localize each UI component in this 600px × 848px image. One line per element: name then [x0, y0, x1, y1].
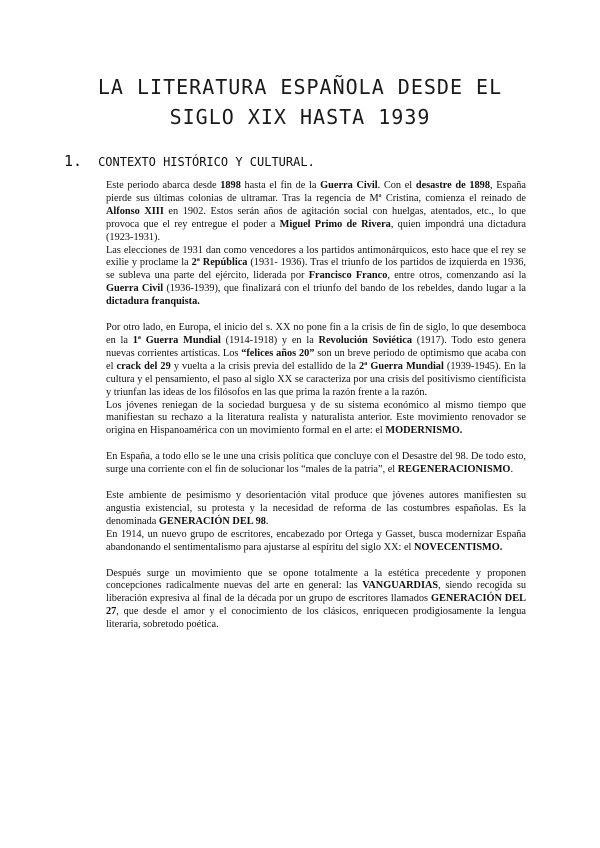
- text-run: Por otro lado, en Europa, el inicio del s. XX no pone fin a la crisis de fin de siglo, lo que desemboca en la: [106, 322, 526, 346]
- text-run: (1914-1918) y en la: [220, 334, 319, 346]
- paragraph: [106, 451, 526, 477]
- section-number: 1.: [64, 152, 83, 170]
- document-title: [40, 72, 560, 132]
- bold-term: VANGUARDIAS: [362, 580, 439, 592]
- bold-term: Guerra Civil: [320, 180, 378, 191]
- bold-term: MODERNISMO.: [385, 425, 463, 437]
- text-run: , España pierde sus últimas colonias de ultramar. Tras la regencia de Mª Cristina, comienza el reinado de: [106, 180, 526, 204]
- text-run: en 1902. Estos serán años de agitación social con huelgas, atentados, etc., lo que provoca que el rey entregue el poder a: [106, 205, 526, 230]
- bold-term: “felices años 20”: [241, 347, 315, 359]
- bold-term: GENERACIÓN DEL 27: [106, 593, 526, 618]
- section-title: CONTEXTO HISTÓRICO Y CULTURAL.: [98, 155, 315, 169]
- text-run: , quien impondrá una dictadura (1923-1931).: [106, 218, 526, 243]
- text-run: . Con el: [377, 180, 416, 191]
- bold-term: dictadura franquista.: [106, 296, 200, 308]
- paragraph: [106, 490, 526, 529]
- bold-term: desastre de 1898: [415, 180, 490, 191]
- text-run: .: [510, 464, 514, 476]
- title-line-2: SIGLO XIX HASTA 1939: [169, 105, 431, 129]
- text-run: , siendo recogida su liberación expresiva al final de la década por un grupo de escritores llamados: [106, 580, 526, 605]
- bold-term: NOVECENTISMO.: [413, 541, 503, 553]
- paragraph: [106, 245, 526, 310]
- text-run: En 1914, un nuevo grupo de escritores, encabezado por Ortega y Gasset, busca modernizar España abandonando el sentimentalismo para ajustarse al espíritu del siglo XX: el: [106, 528, 526, 553]
- bold-term: GENERACIÓN DEL 98: [158, 515, 266, 527]
- bold-term: 2ª República: [191, 257, 248, 269]
- text-run: En España, a todo ello se le une una crisis política que concluye con el Desastre del 98. De todo esto, surge una corriente con el fin de solucionar los “males de la patria”, el: [106, 451, 526, 476]
- body-text: [106, 180, 526, 632]
- text-run: hasta el fin de la: [240, 180, 321, 191]
- bold-term: Miguel Primo de Rivera: [279, 218, 391, 230]
- text-run: Los jóvenes reniegan de la sociedad burguesa y de su sistema económico al mismo tiempo que manifiestan su rechazo a la literatura realista y naturalista anterior. Este movimiento renovador se origina en Hispanoamérica con un movimiento formal en el arte: el: [106, 399, 526, 437]
- text-run: Este periodo abarca desde: [106, 180, 221, 191]
- text-run: son un breve periodo de optimismo que acaba con el: [106, 347, 526, 372]
- title-line-1: LA LITERATURA ESPAÑOLA DESDE EL: [97, 75, 503, 99]
- text-run: , entre otros, comenzando así la: [387, 270, 527, 282]
- paragraph: [106, 180, 526, 245]
- paragraph: [106, 322, 526, 399]
- text-run: (1936-1939), que finalizará con el triunfo del bando de los rebeldes, dando lugar a la: [163, 283, 526, 295]
- bold-term: Revolución Soviética: [318, 334, 412, 346]
- text-run: , que desde el amor y el conocimiento de los clásicos, enriquecen prodigiosamente la lengua literaria, sobretodo poética.: [106, 606, 526, 631]
- bold-term: Francisco Franco: [308, 270, 388, 282]
- bold-term: Guerra Civil: [106, 283, 164, 295]
- paragraph: [106, 568, 526, 633]
- paragraph: [106, 529, 526, 555]
- text-run: Este ambiente de pesimismo y desorientación vital produce que jóvenes autores manifiesten su angustia existencial, su protesta y la necesidad de reforma de las costumbres españolas. Es la denominada: [106, 490, 526, 527]
- text-run: (1931- 1936). Tras el triunfo de los partidos de izquierda en 1936, se subleva una parte del ejército, liderada por: [106, 257, 526, 282]
- text-run: y vuelta a la crisis previa del estallido de la: [170, 360, 360, 372]
- text-run: Las elecciones de 1931 dan como vencedores a los partidos antimonárquicos, esto hace que el rey se exilie y proclame la: [106, 244, 526, 269]
- text-run: (1917). Todo esto genera nuevas corrientes artísticas. Los: [106, 334, 526, 359]
- bold-term: 2ª Guerra Mundial: [359, 360, 444, 372]
- paragraph: [106, 400, 526, 439]
- section-heading: [64, 152, 544, 171]
- text-run: .: [265, 515, 269, 527]
- text-run: (1939-1945). En la cultura y el pensamiento, el paso al siglo XX se caracteriza por una crisis del positivismo científicista y triunfan las ideas de los filósofos en las que prima la razón frente a la razón.: [106, 360, 526, 398]
- bold-term: 1ª Guerra Mundial: [132, 334, 221, 346]
- bold-term: crack del 29: [116, 360, 171, 372]
- bold-term: Alfonso XIII: [106, 205, 164, 217]
- bold-term: 1898: [220, 180, 241, 191]
- bold-term: REGENERACIONISMO: [397, 464, 511, 476]
- text-run: Después surge un movimiento que se opone totalmente a la estética precedente y proponen concepciones radicalmente nuevas del arte en general: las: [106, 567, 526, 592]
